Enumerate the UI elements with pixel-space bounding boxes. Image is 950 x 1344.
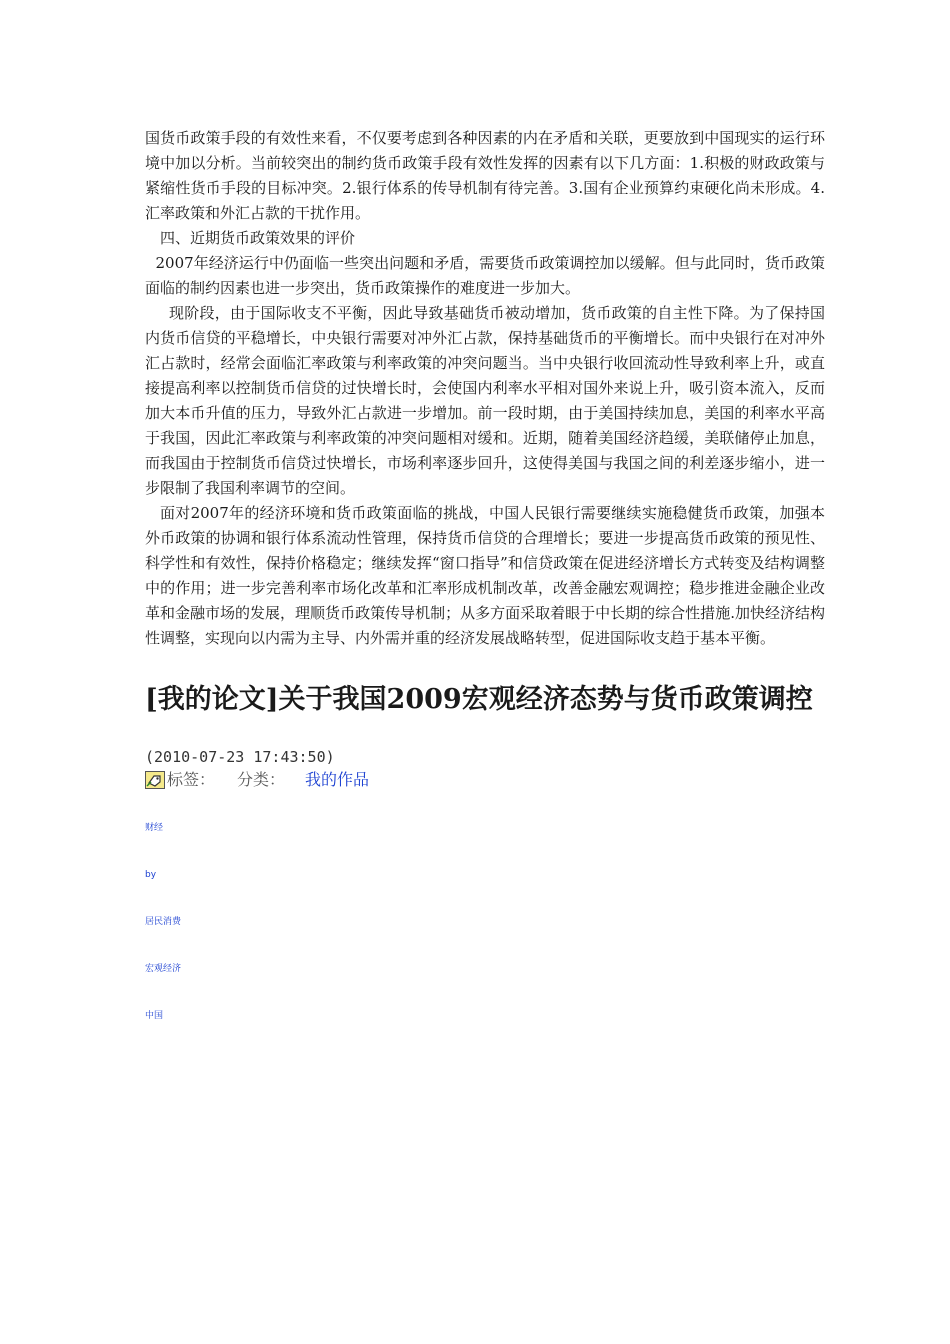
paragraph-4: 面对2007年的经济环境和货币政策面临的挑战，中国人民银行需要继续实施稳健货币政策，加强本外币政策的协调和银行体系流动性管理，保持货币信贷的合理增长；要进一步提高货币政策的预见性、科学性和有效性，保持价格稳定；继续发挥“窗口指导”和信贷政策在促进经济增长方式转变及结构调整中的作用；进一步完善利率市场化改革和汇率形成机制改革，改善金融宏观调控；稳步推进金融企业改革和金融市场的发展，理顺货币政策传导机制；从多方面采取着眼于中长期的综合性措施.加快经济结构性调整，实现向以内需为主导、内外需并重的经济发展战略转型，促进国际收支趋于基本平衡。 bbox=[145, 504, 825, 647]
document-body bbox=[145, 126, 825, 1022]
paragraph-2: 2007年经济运行中仍面临一些突出问题和矛盾，需要货币政策调控加以缓解。但与此同时，货币政策面临的制约因素也进一步突出，货币政策操作的难度进一步加大。 bbox=[145, 254, 825, 297]
article-date: (2010-07-23 17:43:50) bbox=[145, 748, 335, 766]
paragraph-1: 国货币政策手段的有效性来看，不仅要考虑到各种因素的内在矛盾和关联，更要放到中国现实的运行环境中加以分析。当前较突出的制约货币政策手段有效性发挥的因素有以下几方面：1.积极的财政政策与紧缩性货币手段的目标冲突。2.银行体系的传导机制有待完善。3.国有企业预算约束硬化尚未形成。4.汇率政策和外汇占款的干扰作用。 bbox=[145, 129, 825, 222]
tag-link[interactable]: 居民消费 bbox=[145, 917, 182, 927]
article-meta bbox=[145, 768, 825, 792]
tags-label: 标签： bbox=[167, 770, 216, 789]
tag-icon bbox=[145, 771, 165, 789]
section-heading: 四、近期货币政策效果的评价 bbox=[160, 229, 356, 247]
tag-link[interactable]: 中国 bbox=[145, 1011, 164, 1021]
category-label: 分类： bbox=[237, 770, 286, 789]
tag-link[interactable]: 宏观经济 bbox=[145, 964, 182, 974]
tag-list bbox=[145, 822, 825, 1022]
tag-link[interactable]: by bbox=[145, 870, 157, 880]
category-link[interactable]: 我的作品 bbox=[305, 770, 370, 789]
paragraph-3: 现阶段，由于国际收支不平衡，因此导致基础货币被动增加，货币政策的自主性下降。为了保持国内货币信贷的平稳增长，中央银行需要对冲外汇占款，保持基础货币的平衡增长。而中央银行在对冲外汇占款时，经常会面临汇率政策与利率政策的冲突问题当。当中央银行收回流动性导致利率上升，或直接提高利率以控制货币信贷的过快增长时，会使国内利率水平相对国外来说上升，吸引资本流入，反而加大本币升值的压力，导致外汇占款进一步增加。前一段时期，由于美国持续加息，美国的利率水平高于我国，因此汇率政策与利率政策的冲突问题相对缓和。近期，随着美国经济趋缓，美联储停止加息，而我国由于控制货币信贷过快增长，市场利率逐步回升，这使得美国与我国之间的利差逐步缩小，进一步限制了我国利率调节的空间。 bbox=[145, 304, 825, 497]
tag-link[interactable]: 财经 bbox=[145, 823, 164, 833]
article-title: [我的论文]关于我国2009宏观经济态势与货币政策调控 bbox=[145, 684, 813, 715]
